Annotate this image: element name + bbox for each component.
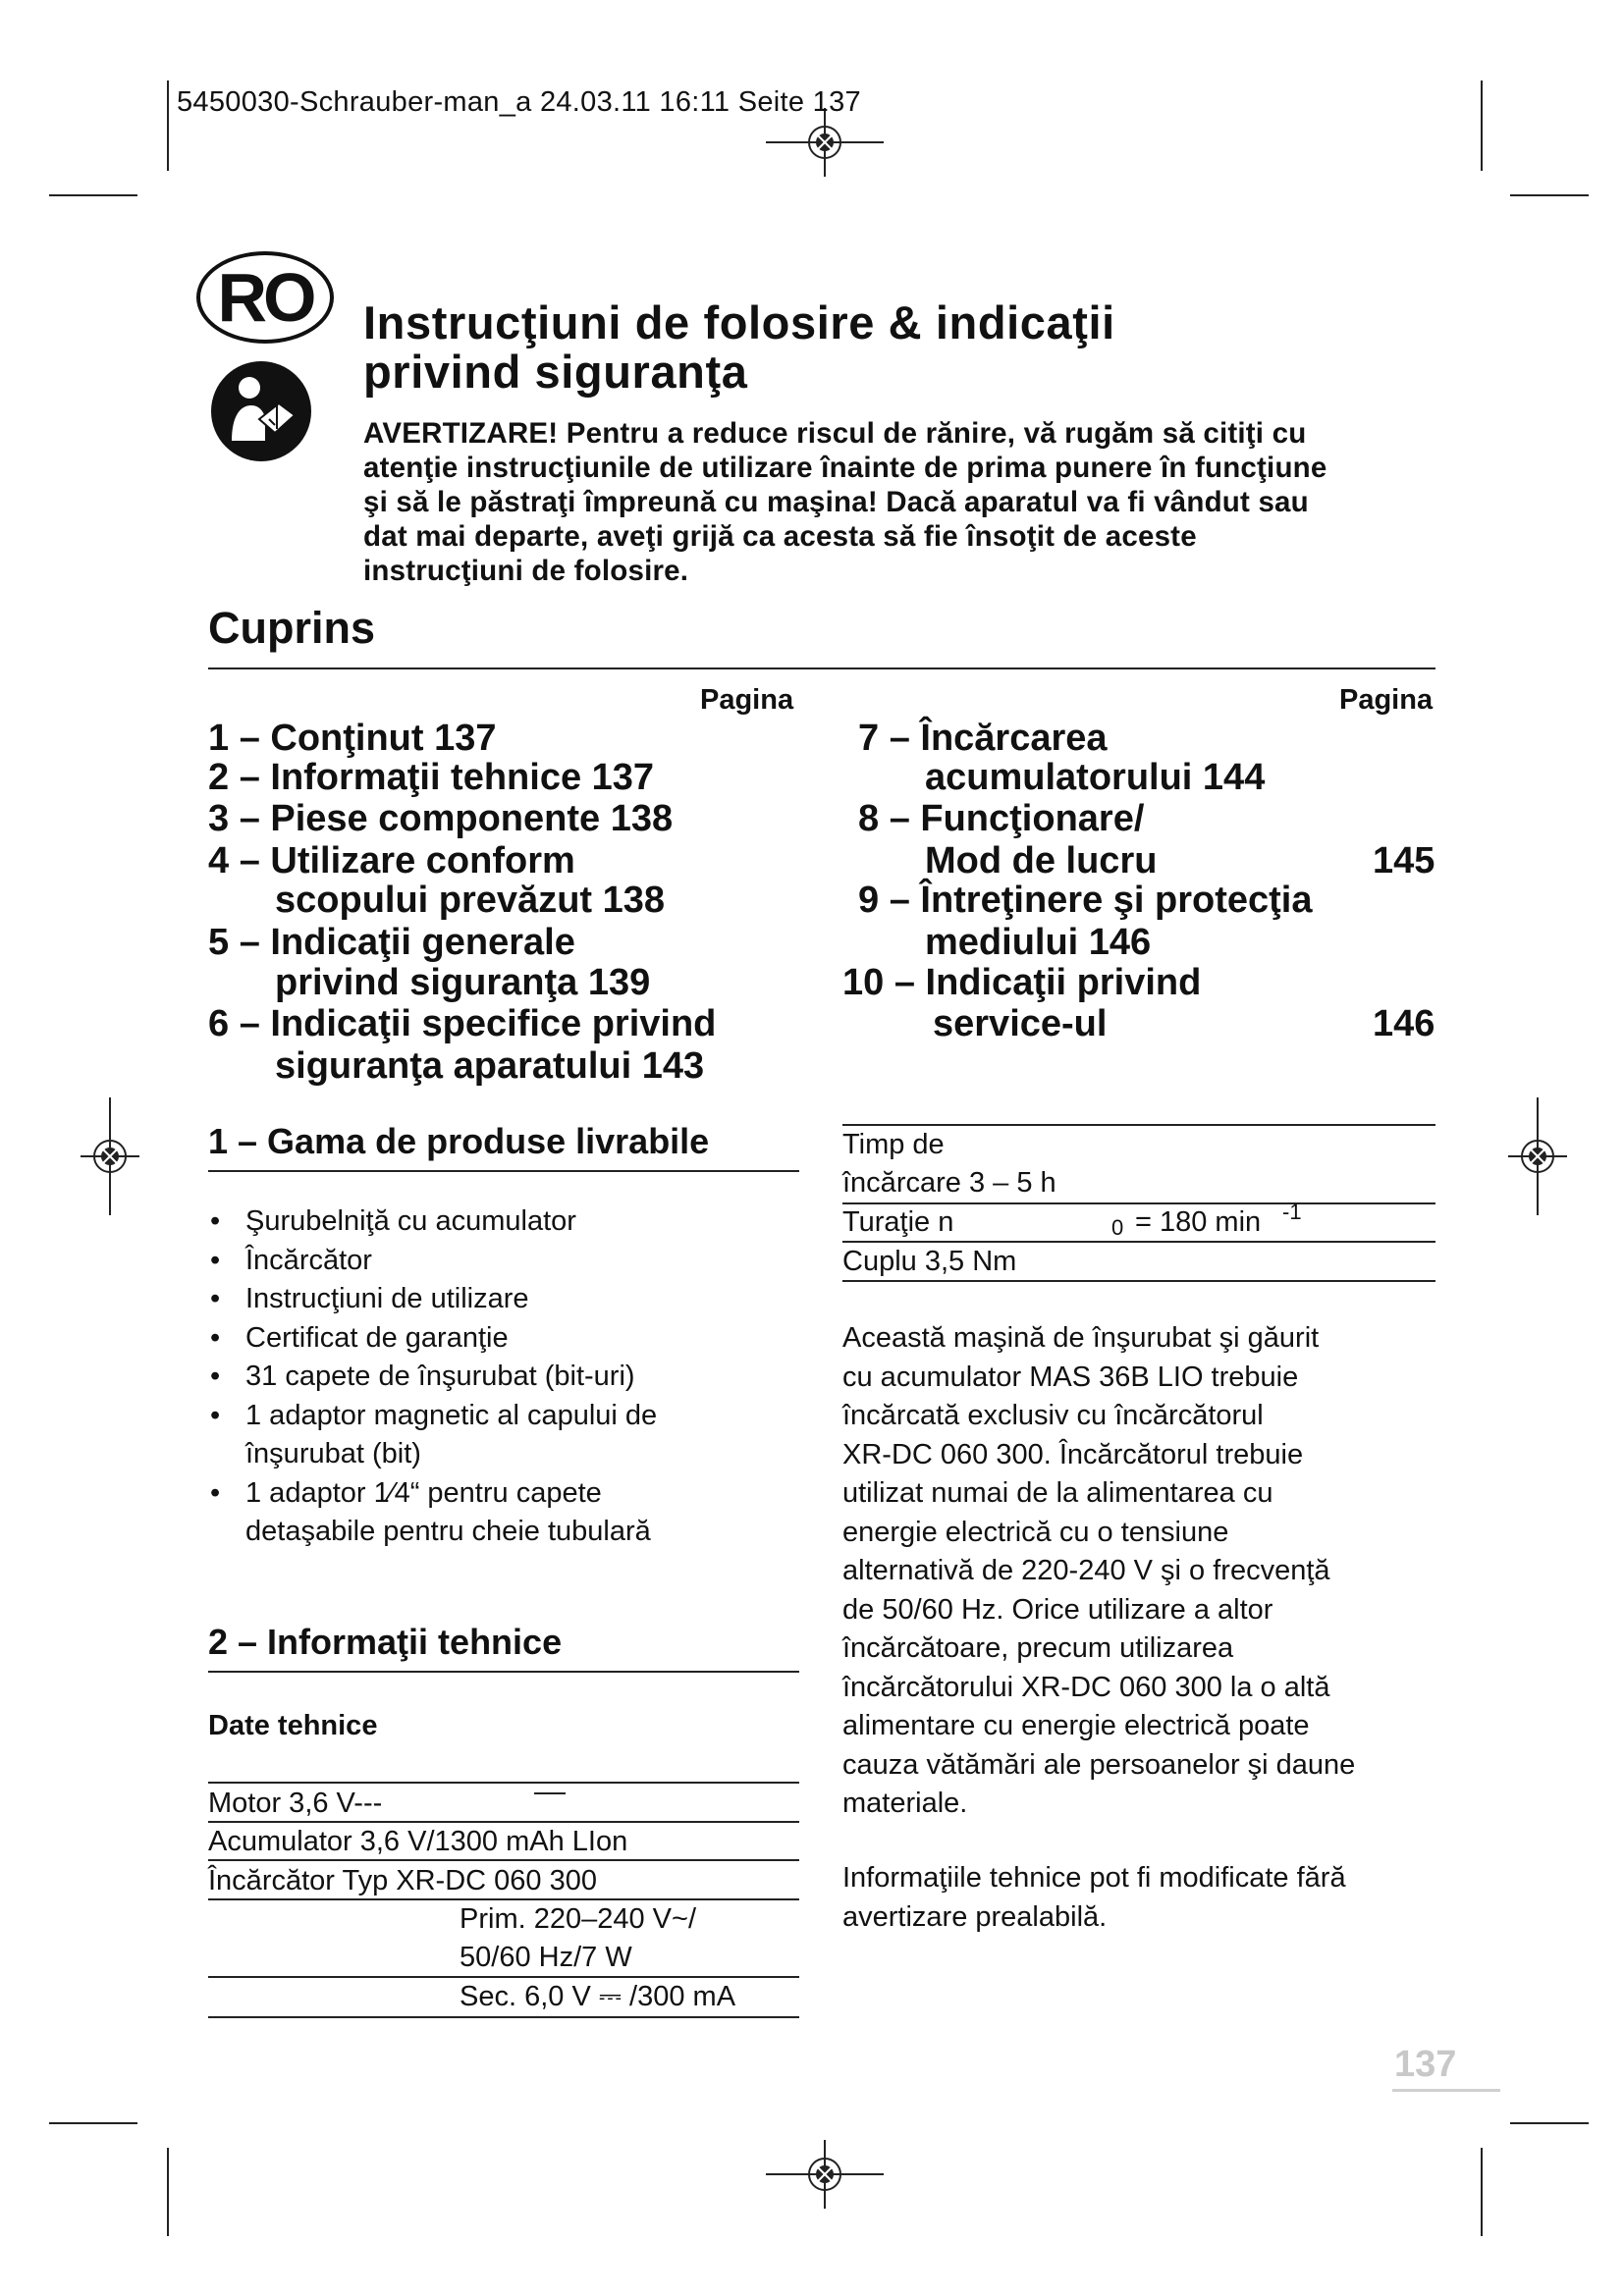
- toc-entry[interactable]: 1 – Conţinut 137: [208, 718, 497, 759]
- paragraph-line: cauza vătămări ale persoanelor şi daune: [842, 1748, 1356, 1781]
- paragraph-line: alternativă de 220-240 V şi o frecvenţă: [842, 1555, 1330, 1586]
- registration-mark-icon: [81, 1097, 139, 1215]
- toc-page-number[interactable]: 145: [1373, 840, 1435, 881]
- paragraph-line: materiale.: [842, 1788, 968, 1819]
- list-item-continued: detaşabile pentru cheie tubulară: [245, 1516, 651, 1547]
- spec-rule: [208, 1859, 799, 1861]
- dc-symbol-icon: [534, 1792, 566, 1794]
- toc-entry-continued[interactable]: scopului prevăzut 138: [275, 880, 666, 921]
- spec-rule: [208, 1782, 799, 1784]
- spec-charger-secondary: Sec. 6,0 V ⎓ /300 mA: [460, 1981, 736, 2012]
- crop-mark-top-left-vertical: [167, 80, 169, 171]
- contents-heading: Cuprins: [208, 603, 376, 653]
- paragraph-line: încărcătorului XR-DC 060 300 la o altă: [842, 1671, 1330, 1703]
- list-item: • 31 capete de înşurubat (bit-uri): [208, 1358, 797, 1397]
- paragraph-line: Această maşină de înşurubat şi găurit: [842, 1322, 1320, 1354]
- spec-speed-value: = 180 min: [1135, 1206, 1262, 1238]
- paragraph-line: alimentare cu energie electrică poate: [842, 1710, 1310, 1741]
- registration-mark-icon: [766, 2140, 884, 2209]
- spec-speed-superscript: -1: [1282, 1200, 1302, 1224]
- toc-entry[interactable]: 6 – Indicaţii specifice privind: [208, 1003, 717, 1044]
- spec-rule: [842, 1280, 1435, 1282]
- delivery-list: [208, 1202, 797, 1552]
- list-item-continued: înşurubat (bit): [245, 1438, 421, 1469]
- paragraph-line: avertizare prealabilă.: [842, 1900, 1108, 1933]
- section1-rule: [208, 1170, 799, 1172]
- list-item: • 1 adaptor 1⁄4“ pentru capete: [208, 1474, 797, 1514]
- paragraph-line: de 50/60 Hz. Orice utilizare a altor: [842, 1593, 1273, 1626]
- spec-motor: Motor 3,6 V---: [208, 1788, 383, 1819]
- disclaimer-paragraph: [842, 1859, 1435, 1937]
- toc-entry[interactable]: 2 – Informaţii tehnice 137: [208, 757, 655, 798]
- title-line: Instrucţiuni de folosire & indicaţii: [363, 296, 1115, 348]
- spec-rule: [208, 2016, 799, 2018]
- charger-usage-paragraph: [842, 1319, 1435, 1824]
- warning-line: şi să le păstraţi împreună cu maşina! Dacă aparatul va fi vândut sau: [363, 486, 1309, 518]
- tech-data-heading: Date tehnice: [208, 1710, 378, 1741]
- toc-entry[interactable]: 7 – Încărcarea: [858, 718, 1108, 759]
- registration-mark-icon: [1508, 1097, 1567, 1215]
- list-item: • Şurubelniţă cu acumulator: [208, 1202, 797, 1242]
- toc-entry-continued[interactable]: privind siguranţa 139: [275, 962, 651, 1003]
- toc-entry[interactable]: 4 – Utilizare conform: [208, 840, 575, 881]
- list-item: • Instrucţiuni de utilizare: [208, 1280, 797, 1319]
- paragraph-line: Informaţiile tehnice pot fi modificate fără: [842, 1862, 1346, 1894]
- spec-charging-time: Timp de: [842, 1129, 945, 1160]
- page-number: 137: [1394, 2044, 1457, 2085]
- section2-rule: [208, 1671, 799, 1673]
- warning-line: dat mai departe, aveţi grijă ca acesta să fie însoţit de aceste: [363, 520, 1197, 553]
- spec-charger: Încărcător Typ XR-DC 060 300: [208, 1865, 597, 1896]
- crop-mark-bottom-left-vertical: [167, 2148, 169, 2236]
- toc-entry-continued[interactable]: siguranţa aparatului 143: [275, 1045, 705, 1087]
- toc-entry[interactable]: 9 – Întreţinere şi protecţia: [858, 880, 1313, 921]
- warning-text: [363, 416, 1443, 588]
- toc-entry-continued[interactable]: mediului 146: [925, 922, 1152, 963]
- warning-line: AVERTIZARE! Pentru a reduce riscul de rănire, vă rugăm să citiţi cu: [363, 417, 1307, 450]
- toc-entry[interactable]: 3 – Piese componente 138: [208, 798, 674, 839]
- list-item: • Încărcător: [208, 1242, 797, 1281]
- toc-entry[interactable]: 10 – Indicaţii privind: [842, 962, 1202, 1003]
- spec-speed-subscript: 0: [1111, 1215, 1124, 1240]
- print-slug: 5450030-Schrauber-man_a 24.03.11 16:11 Seite 137: [177, 86, 861, 118]
- spec-charger-primary: Prim. 220–240 V~/: [460, 1903, 697, 1935]
- toc-entry-continued[interactable]: Mod de lucru: [925, 840, 1158, 881]
- language-badge: RO: [196, 251, 334, 344]
- page-number-rule: [1392, 2089, 1500, 2092]
- contents-rule: [208, 667, 1435, 669]
- spec-torque: Cuplu 3,5 Nm: [842, 1246, 1017, 1277]
- title-line: privind siguranţa: [363, 346, 748, 398]
- paragraph-line: încărcătoare, precum utilizarea: [842, 1632, 1234, 1664]
- paragraph-line: energie electrică cu o tensiune: [842, 1516, 1229, 1548]
- section2-heading: 2 – Informaţii tehnice: [208, 1622, 563, 1662]
- spec-charger-primary-cont: 50/60 Hz/7 W: [460, 1942, 632, 1973]
- toc-entry-continued[interactable]: service-ul: [933, 1003, 1108, 1044]
- spec-charging-time-cont: încărcare 3 – 5 h: [842, 1167, 1056, 1199]
- crop-mark-top-right-horizontal: [1510, 194, 1589, 196]
- paragraph-line: XR-DC 060 300. Încărcătorul trebuie: [842, 1438, 1304, 1470]
- warning-line: instrucţiuni de folosire.: [363, 555, 689, 587]
- read-manual-icon: [210, 360, 312, 462]
- crop-mark-bottom-left-horizontal: [49, 2122, 137, 2124]
- paragraph-line: utilizat numai de la alimentarea cu: [842, 1477, 1273, 1509]
- toc-pagina-label-right: Pagina: [1339, 684, 1434, 716]
- page-title: [363, 298, 1247, 397]
- paragraph-line: încărcată exclusiv cu încărcătorul: [842, 1400, 1264, 1431]
- toc-entry[interactable]: 8 – Funcţionare/: [858, 798, 1145, 839]
- toc-pagina-label-left: Pagina: [700, 684, 794, 716]
- paragraph-line: cu acumulator MAS 36B LIO trebuie: [842, 1361, 1299, 1393]
- crop-mark-bottom-right-horizontal: [1510, 2122, 1589, 2124]
- list-item: • 1 adaptor magnetic al capului de: [208, 1397, 797, 1436]
- list-item: • Certificat de garanţie: [208, 1319, 797, 1359]
- warning-line: atenţie instrucţiunile de utilizare înainte de prima punere în funcţiune: [363, 452, 1327, 484]
- toc-entry[interactable]: 5 – Indicaţii generale: [208, 922, 575, 963]
- crop-mark-top-right-vertical: [1481, 80, 1483, 171]
- spec-speed-label: Turaţie n: [842, 1206, 954, 1238]
- crop-mark-top-left-horizontal: [49, 194, 137, 196]
- toc-entry-continued[interactable]: acumulatorului 144: [925, 757, 1266, 798]
- toc-page-number[interactable]: 146: [1373, 1003, 1435, 1044]
- crop-mark-bottom-right-vertical: [1481, 2148, 1483, 2236]
- spec-battery: Acumulator 3,6 V/1300 mAh LIon: [208, 1826, 628, 1857]
- section1-heading: 1 – Gama de produse livrabile: [208, 1121, 710, 1161]
